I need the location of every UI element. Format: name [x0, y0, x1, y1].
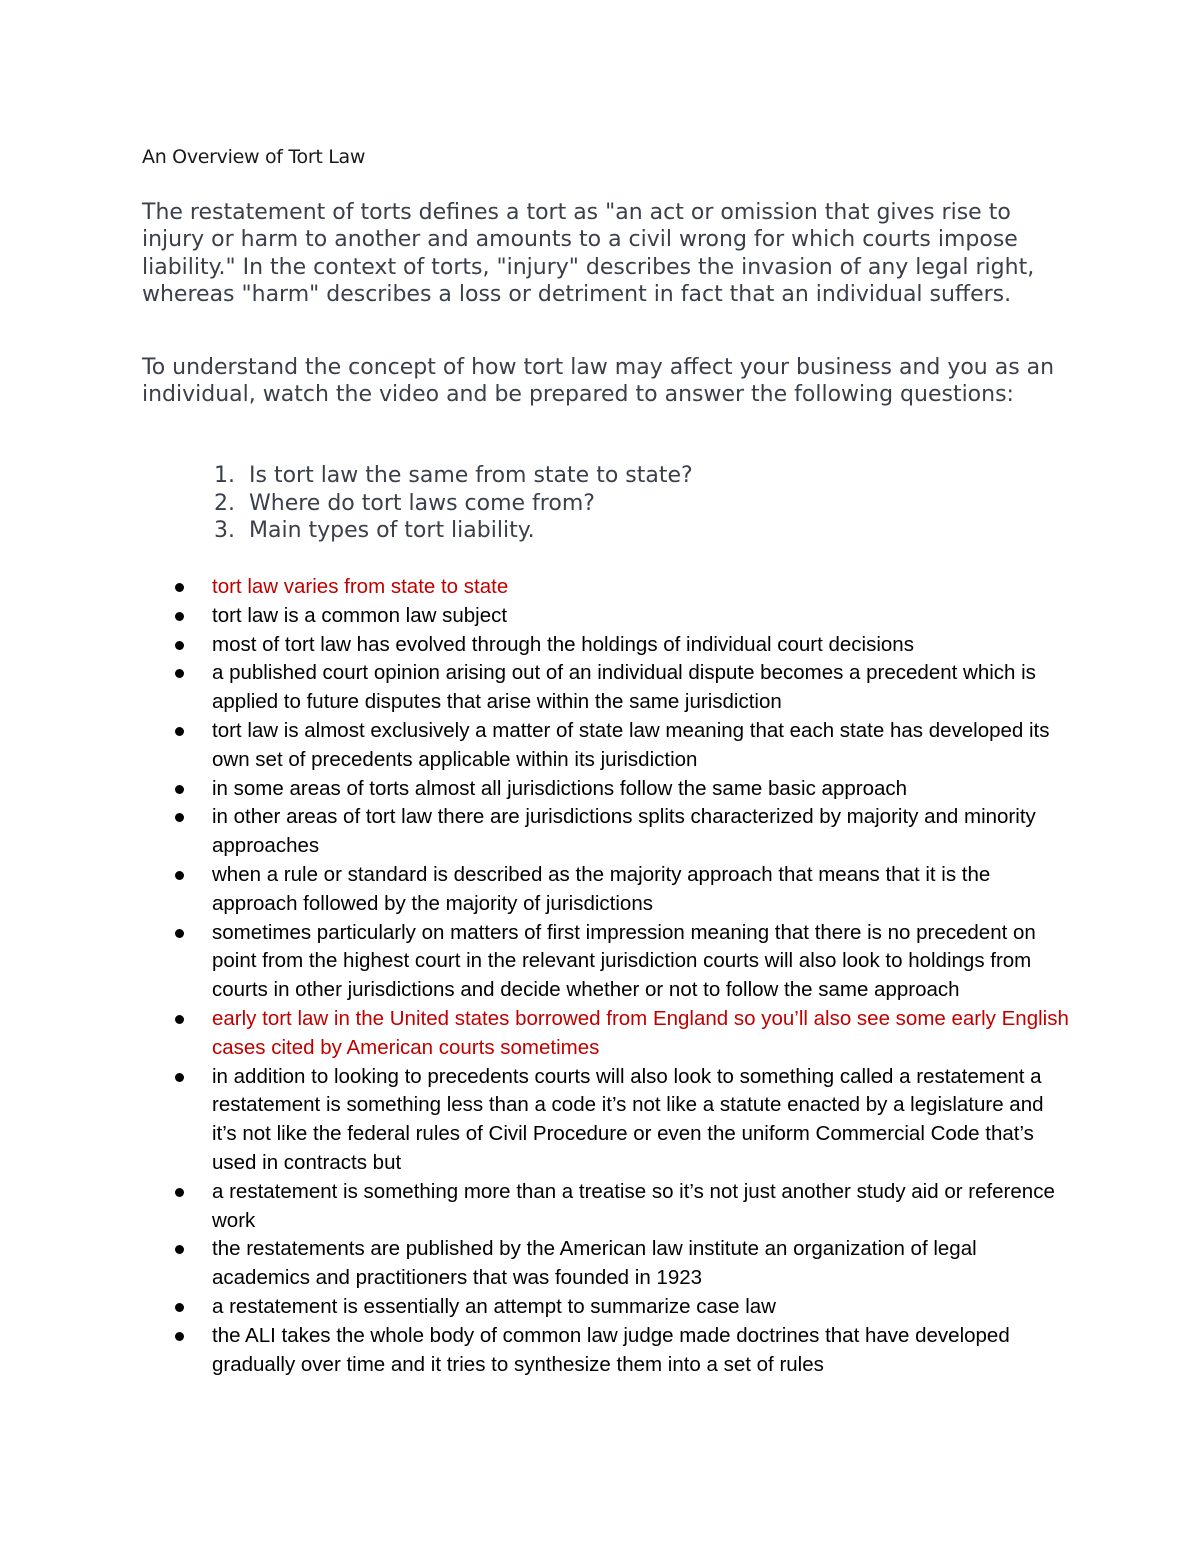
- note-text: sometimes particularly on matters of first impression meaning that there is no precedent on point from the highest court in the relevant jurisdiction courts will also look to holdings from courts in other jurisdictions and decide whether or not to follow the same approach: [212, 920, 1036, 1002]
- bullet-icon: [175, 1245, 184, 1254]
- note-text: tort law is almost exclusively a matter of state law meaning that each state has developed its own set of precedents applicable within its jurisdiction: [212, 718, 1050, 771]
- bullet-icon: [175, 583, 184, 592]
- note-text: a restatement is essentially an attempt to summarize case law: [212, 1294, 776, 1318]
- note-item: [172, 1063, 1072, 1178]
- note-item: [172, 1293, 1072, 1322]
- note-text: tort law is a common law subject: [212, 603, 508, 627]
- bullet-icon: [175, 612, 184, 621]
- note-item: [172, 861, 1072, 919]
- bullet-icon: [175, 1015, 184, 1024]
- note-text: when a rule or standard is described as the majority approach that means that it is the approach followed by the majority of jurisdictions: [212, 862, 991, 915]
- note-item: [172, 919, 1072, 1005]
- note-text: the restatements are published by the American law institute an organization of legal academics and practitioners that was founded in 1923: [212, 1237, 977, 1290]
- note-text: in some areas of torts almost all jurisdictions follow the same basic approach: [212, 776, 908, 800]
- definition-paragraph: The restatement of torts defines a tort as "an act or omission that gives rise to injury or harm to another and amounts to a civil wrong for which courts impose liability." In the context of torts, "injury" describes the invasion of any legal right, whereas "harm" describes a loss or detriment in fact that an individual suffers.: [142, 200, 1035, 308]
- note-item: [172, 573, 1072, 602]
- questions-list: [142, 462, 1042, 545]
- note-item: [172, 717, 1072, 775]
- question-number: 2.: [214, 490, 235, 516]
- bullet-icon: [175, 929, 184, 938]
- bullet-icon: [175, 785, 184, 794]
- note-item: [172, 803, 1072, 861]
- question-text: Is tort law the same from state to state?: [249, 463, 693, 488]
- note-text: the ALI takes the whole body of common law judge made doctrines that have developed gradually over time and it tries to synthesize them into a set of rules: [212, 1323, 1010, 1376]
- note-item: [172, 1005, 1072, 1063]
- note-item: [172, 602, 1072, 631]
- instructions-paragraph: To understand the concept of how tort law may affect your business and you as an individual, watch the video and be prepared to answer the following questions:: [142, 355, 1055, 408]
- bullet-icon: [175, 641, 184, 650]
- question-text: Where do tort laws come from?: [249, 490, 595, 516]
- note-item: [172, 1235, 1072, 1293]
- question-number: 3.: [214, 518, 235, 544]
- note-text: a restatement is something more than a treatise so it’s not just another study aid or reference work: [212, 1179, 1055, 1232]
- bullet-icon: [175, 813, 184, 822]
- note-item: [172, 659, 1072, 717]
- bullet-icon: [175, 1073, 184, 1082]
- bullet-icon: [175, 1332, 184, 1341]
- question-text: Main types of tort liability.: [249, 518, 535, 544]
- note-text: early tort law in the United states borrowed from England so you’ll also see some early English cases cited by American courts sometimes: [212, 1006, 1069, 1059]
- notes-list: [172, 573, 1072, 1379]
- note-item: [172, 631, 1072, 660]
- note-text: a published court opinion arising out of an individual dispute becomes a precedent which is applied to future disputes that arise within the same jurisdiction: [212, 661, 1036, 714]
- question-item: [142, 517, 1042, 545]
- bullet-icon: [175, 727, 184, 736]
- note-item: [172, 1322, 1072, 1380]
- question-item: [142, 462, 1042, 490]
- bullet-icon: [175, 1303, 184, 1312]
- bullet-icon: [175, 1188, 184, 1197]
- note-item: [172, 1178, 1072, 1236]
- bullet-icon: [175, 669, 184, 678]
- bullet-icon: [175, 871, 184, 880]
- note-text: in addition to looking to precedents courts will also look to something called a restatement a restatement is something less than a code it’s not like a statute enacted by a legislature and it’s not like the federal rules of Civil Procedure or even the uniform Commercial Code that’s used in contracts but: [212, 1064, 1044, 1174]
- question-item: [142, 490, 1042, 518]
- note-item: [172, 775, 1072, 804]
- document-title: An Overview of Tort Law: [142, 146, 366, 168]
- note-text: in other areas of tort law there are jurisdictions splits characterized by majority and minority approaches: [212, 805, 1036, 858]
- note-text: tort law varies from state to state: [212, 575, 509, 598]
- question-number: 1.: [214, 463, 235, 488]
- note-text: most of tort law has evolved through the holdings of individual court decisions: [212, 632, 914, 656]
